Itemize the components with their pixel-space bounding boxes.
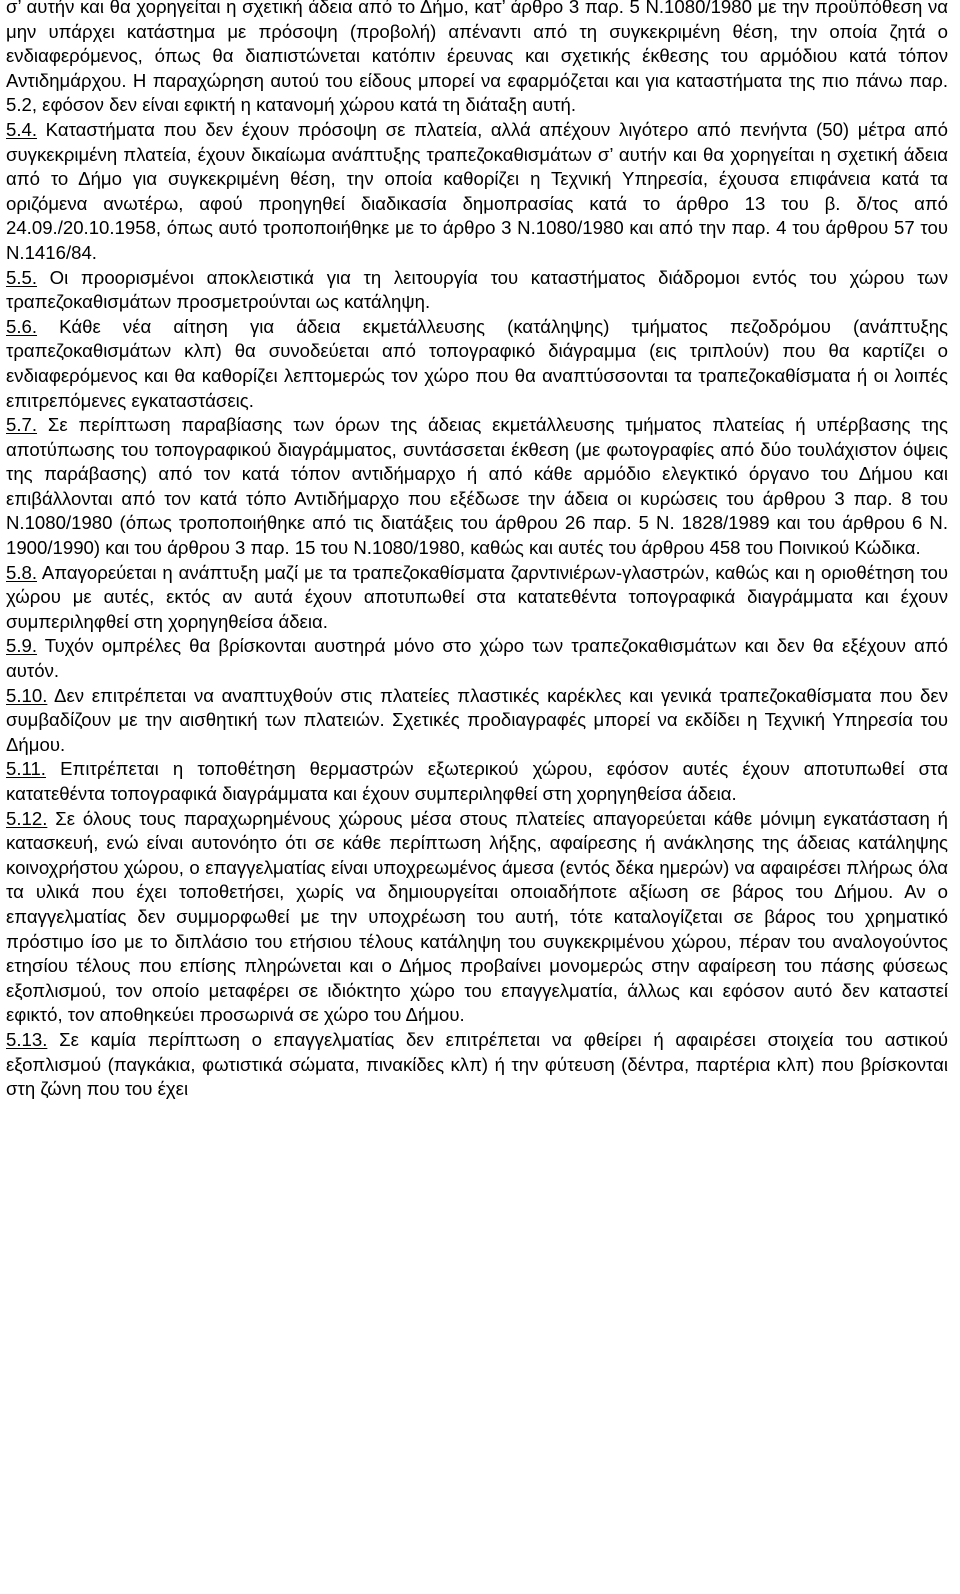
paragraph-text: σ’ αυτήν και θα χορηγείται η σχετική άδεια από το Δήμο, κατ’ άρθρο 3 παρ. 5 Ν.1080/1980 με την προϋπόθεση να μην υπάρχει κατάστημα με πρόσοψη (προβολή) απέναντι από τη συγκεκριμένη θέση, την οποία ζητά ο ενδιαφερόμενος, όπως θα διαπιστώνεται κατόπιν έρευνας και σχετικής έκθεσης του αρμόδιου κατά τόπον Αντιδημάρχου. Η παραχώρηση αυτού του είδους μπορεί να εφαρμόζεται και για καταστήματα της πιο πάνω παρ. 5.2, εφόσον δεν είναι εφικτή η κατανομή χώρου κατά τη διάταξη αυτή. <box>6 0 948 116</box>
paragraph-number: 5.8. <box>6 561 38 583</box>
paragraph-text: Σε περίπτωση παραβίασης των όρων της άδειας εκμετάλλευσης τμήματος πλατείας ή υπέρβασης της αποτύπωσης του τοπογραφικού διαγράμματος, συντάσσεται έκθεση (με φωτογραφίες από δύο τουλάχιστον όψεις της παράβασης) από τον κατά τόπον αντιδήμαρχο ή από κάθε αρμόδιο ελεγκτικό όργανο του Δήμου και επιβάλλονται από τον κατά τόπο Αντιδήμαρχο που εξέδωσε την άδεια οι κυρώσεις του άρθρου 3 παρ. 8 του Ν.1080/1980 (όπως τροποποιήθηκε από τις διατάξεις του άρθρου 26 παρ. 5 Ν. 1828/1989 και του άρθρου 6 Ν. 1900/1990) και του άρθρου 3 παρ. 15 του Ν.1080/1980, καθώς και αυτές του άρθρου 458 του Ποινικού Κώδικα. <box>6 414 948 559</box>
paragraph-number: 5.7. <box>6 414 38 436</box>
paragraph-number: 5.10. <box>6 684 48 706</box>
paragraph-5-12 <box>6 807 948 1028</box>
paragraph-5-8 <box>6 561 948 635</box>
paragraph-number: 5.11. <box>6 758 46 780</box>
paragraph-5-6 <box>6 315 948 413</box>
paragraph-number: 5.5. <box>6 266 38 288</box>
paragraph-number: 5.6. <box>6 315 38 337</box>
paragraph-text: Σε καμία περίπτωση ο επαγγελματίας δεν επιτρέπεται να φθείρει ή αφαιρέσει στοιχεία του αστικού εξοπλισμού (παγκάκια, φωτιστικά σώματα, πινακίδες κλπ) ή την φύτευση (δέντρα, παρτέρια κλπ) που βρίσκονται στη ζώνη που του έχει <box>6 1028 948 1100</box>
paragraph-text: Τυχόν ομπρέλες θα βρίσκονται αυστηρά μόνο στο χώρο των τραπεζοκαθισμάτων και δεν θα εξέχουν από αυτόν. <box>6 635 948 682</box>
paragraph-5-7 <box>6 413 948 561</box>
paragraph-number: 5.12. <box>6 807 48 829</box>
paragraph-text: Κάθε νέα αίτηση για άδεια εκμετάλλευσης (κατάληψης) τμήματος πεζοδρόμου (ανάπτυξης τραπεζοκαθισμάτων κλπ) θα συνοδεύεται από τοπογραφικό διάγραμμα (εις τριπλούν) που θα καρτίζει ο ενδιαφερόμενος και θα καθορίζει λεπτομερώς τον χώρο που θα αναπτύσσονται τα τραπεζοκαθίσματα ή οι λοιπές επιτρεπόμενες εγκαταστάσεις. <box>6 315 948 411</box>
paragraph-5-5 <box>6 266 948 315</box>
paragraph-5-10 <box>6 684 948 758</box>
paragraph-text: Επιτρέπεται η τοποθέτηση θερμαστρών εξωτερικού χώρου, εφόσον αυτές έχουν αποτυπωθεί στα κατατεθέντα τοπογραφικά διαγράμματα και έχουν συμπεριληφθεί στη χορηγηθείσα άδεια. <box>6 758 948 804</box>
paragraph-text: Δεν επιτρέπεται να αναπτυχθούν στις πλατείες πλαστικές καρέκλες και γενικά τραπεζοκαθίσματα που δεν συμβαδίζουν με την αισθητική των πλατειών. Σχετικές προδιαγραφές μπορεί να εκδίδει η Τεχνική Υπηρεσία του Δήμου. <box>6 684 948 755</box>
paragraph-number: 5.13. <box>6 1028 48 1050</box>
paragraph-number: 5.9. <box>6 635 38 657</box>
paragraph-text: Καταστήματα που δεν έχουν πρόσοψη σε πλατεία, αλλά απέχουν λιγότερο από πενήντα (50) μέτρα από συγκεκριμένη πλατεία, έχουν δικαίωμα ανάπτυξης τραπεζοκαθισμάτων σ’ αυτήν και θα χορηγείται η σχετική άδεια από το Δήμο για συγκεκριμένη θέση, την οποία καθορίζει η Τεχνική Υπηρεσία, έχουσα επιφάνεια κατά τα οριζόμενα ανωτέρω, αφού προηγηθεί διαδικασία δημοπρασίας κατά το άρθρο 13 του β. δ/τος από 24.09./20.10.1958, όπως αυτό τροποποιήθηκε με το άρθρο 3 Ν.1080/1980 και από την παρ. 4 του άρθρου 57 του Ν.1416/84. <box>6 118 948 263</box>
paragraph-text: Απαγορεύεται η ανάπτυξη μαζί με τα τραπεζοκαθίσματα ζαρντινιέρων-γλαστρών, καθώς και η οριοθέτηση του χώρου με αυτές, εκτός αν αυτά έχουν αποτυπωθεί στα κατατεθέντα τοπογραφικά διαγράμματα και έχουν συμπεριληφθεί στη χορηγηθείσα άδεια. <box>6 561 948 632</box>
paragraph-number: 5.4. <box>6 118 38 140</box>
paragraph-5-13 <box>6 1028 948 1102</box>
paragraph-5-4 <box>6 118 948 266</box>
paragraph-text: Οι προορισμένοι αποκλειστικά για τη λειτουργία του καταστήματος διάδρομοι εντός του χώρου των τραπεζοκαθισμάτων προσμετρούνται ως κατάληψη. <box>6 266 948 313</box>
paragraph-text: Σε όλους τους παραχωρημένους χώρους μέσα στους πλατείες απαγορεύεται κάθε μόνιμη εγκατάσταση ή κατασκευή, ενώ είναι αυτονόητο ότι σε κάθε περίπτωση λήξης, αφαίρεσης ή ανάκλησης της άδειας κατάληψης κοινοχρήστου χώρου, ο επαγγελματίας είναι υποχρεωμένος άμεσα (εντός δέκα ημερών) να αφαιρέσει πλήρως όλα τα υλικά που έχει τοποθετήσει, χωρίς να δημιουργείται οποιαδήποτε αξίωση σε βάρος του Δήμου. Αν ο επαγγελματίας δεν συμμορφωθεί με την υποχρέωση του αυτή, τότε καταλογίζεται σε βάρος του χρηματικό πρόστιμο ίσο με το διπλάσιο του ετήσιου τέλους κατάληψη του συγκεκριμένου χώρου, πέραν του αναλογούντος ετησίου τέλους που επίσης πληρώνεται και ο Δήμος προβαίνει μονομερώς στην αφαίρεση του πάσης φύσεως εξοπλισμού, τον οποίο μεταφέρει σε ιδιόκτητο χώρο του επαγγελματία, άλλως και εφόσον αυτό δεν καταστεί εφικτό, τον αποθηκεύει προσωρινά σε χώρο του Δήμου. <box>6 807 948 1026</box>
paragraph-continuation <box>6 0 948 118</box>
paragraph-5-11 <box>6 757 948 806</box>
paragraph-5-9 <box>6 634 948 683</box>
